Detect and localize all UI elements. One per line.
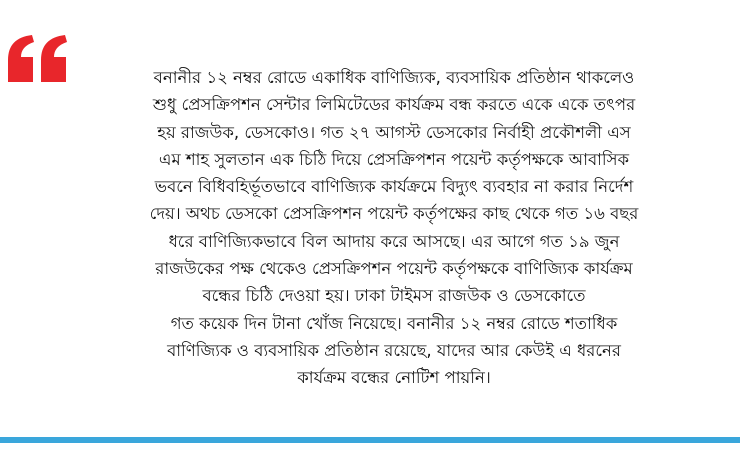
opening-double-quote-icon <box>6 34 70 84</box>
quote-glyph-right <box>41 35 67 82</box>
article-line: ধরে বাণিজ্যিকভাবে বিল আদায় করে আসছে। এর আগে গত ১৯ জুন <box>168 231 620 251</box>
article-line: এম শাহ সুলতান এক চিঠি দিয়ে প্রেসক্রিপশন পয়েন্ট কর্তৃপক্ষকে আবাসিক <box>158 149 630 169</box>
article-line: বাণিজ্যিক ও ব্যবসায়িক প্রতিষ্ঠান রয়েছে, যাদের আর কেউই এ ধরনের <box>167 340 621 360</box>
article-line: হয় রাজউক, ডেসকোও। গত ২৭ আগস্ট ডেসকোর নির্বাহী প্রকৌশলী এস <box>157 122 631 142</box>
article-line: শুধু প্রেসক্রিপশন সেন্টার লিমিটেডের কার্যক্রম বন্ধ করতে একে একে তৎপর <box>152 95 636 115</box>
quote-glyph-left <box>8 35 34 82</box>
article-line: কার্যক্রম বন্ধের নোটিশ পায়নি। <box>297 368 491 388</box>
article-line: বন্ধের চিঠি দেওয়া হয়। ঢাকা টাইমস রাজউক ও ডেসকোতে <box>202 286 586 306</box>
article-line: রাজউকের পক্ষ থেকেও প্রেসক্রিপশন পয়েন্ট কর্তৃপক্ষকে বাণিজ্যিক কার্যক্রম <box>155 259 633 279</box>
bottom-divider <box>0 437 740 443</box>
article-line: বনানীর ১২ নম্বর রোডে একাধিক বাণিজ্যিক, ব্যবসায়িক প্রতিষ্ঠান থাকলেও <box>153 68 635 87</box>
article-paragraph <box>66 64 722 392</box>
article-line: দেয়। অথচ ডেসকো প্রেসক্রিপশন পয়েন্ট কর্তৃপক্ষের কাছ থেকে গত ১৬ বছর <box>149 204 639 224</box>
article-line: গত কয়েক দিন টানা খোঁজ নিয়েছে। বনানীর ১২ নম্বর রোডে শতাধিক <box>170 313 618 333</box>
article-line: ভবনে বিধিবহির্ভূতভাবে বাণিজ্যিক কার্যক্রমে বিদ্যুৎ ব্যবহার না করার নির্দেশ <box>154 177 634 197</box>
